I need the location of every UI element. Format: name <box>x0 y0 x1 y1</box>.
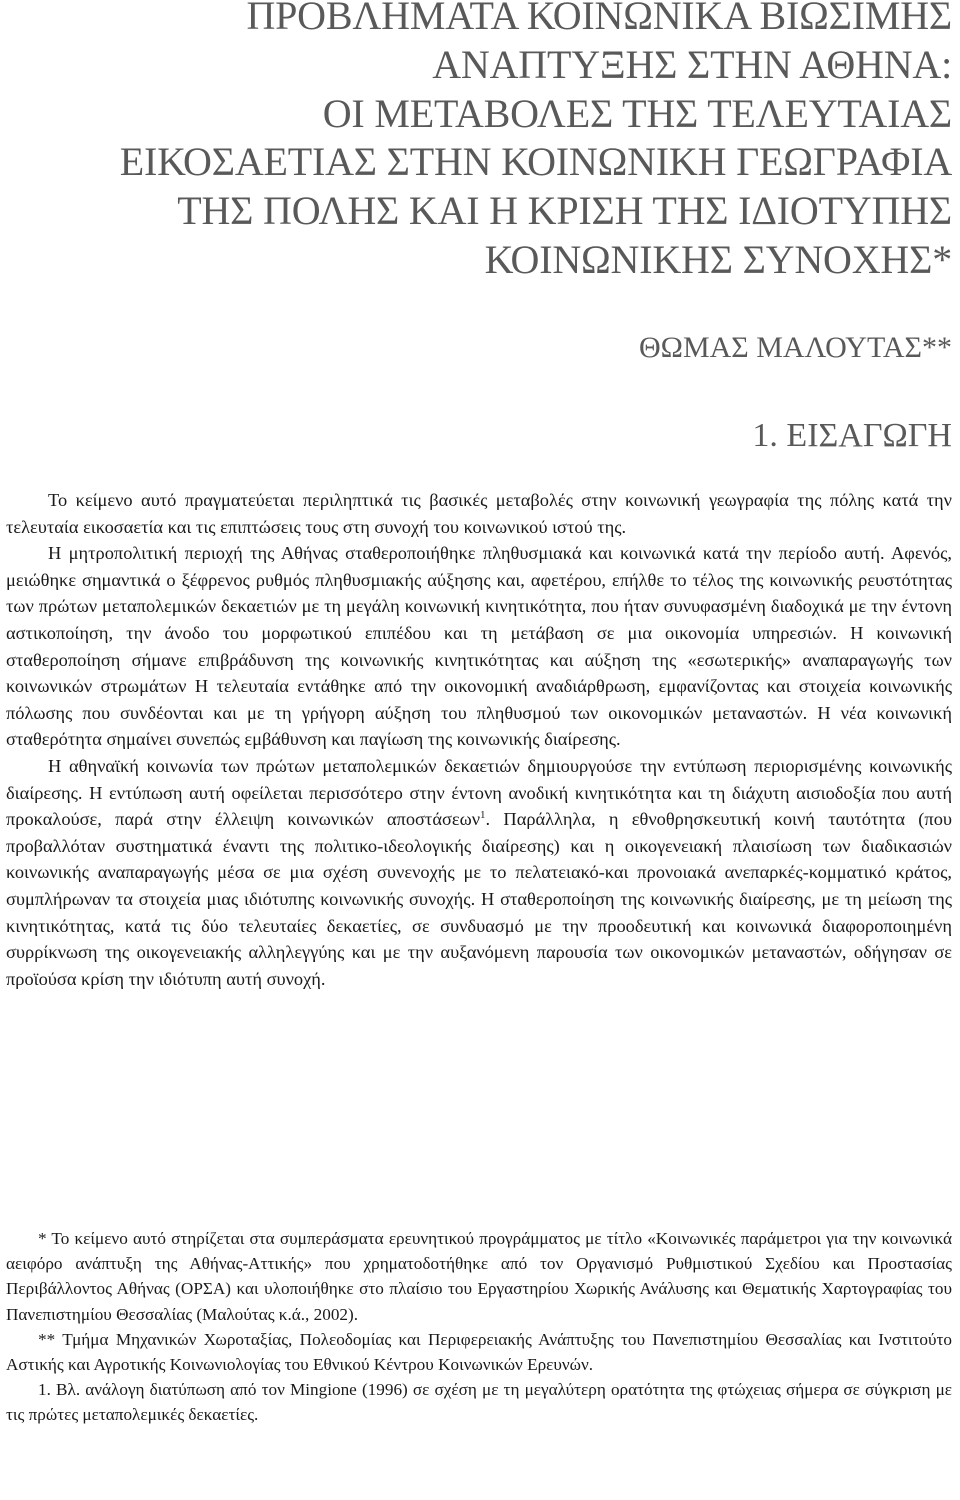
section-heading: 1. ΕΙΣΑΓΩΓΗ <box>752 417 952 454</box>
paragraph-text: Η αθηναϊκή κοινωνία των πρώτων μεταπολεμικών δεκαετιών δημιουργούσε την εντύπωση περιορισμένης κοινωνικής διαίρεσης. Η εντύπωση αυτή οφείλεται περισσότερο στην έντονη ανοδική κινητικότητα και τη διάχυτη αισιοδοξία που αυτή προκαλούσε, παρά στην έλλειψη κοινωνικών αποστάσεων <box>6 755 952 830</box>
article-body <box>6 487 952 992</box>
paragraph-text: . Παράλληλα, η εθνοθρησκευτική κοινή ταυτότητα (που προβαλλόταν συστηματικά έναντι της πολιτικο-ιδεολογικής διαίρεσης) και η οικογενειακή πλαισίωση των διαδικασιών κοινωνικής αναπαραγωγής μέσα σε μια σχέση συνενοχής με το πελατειακό-και προνοιακά ανεπαρκές-κομματικό κράτος, συμπλήρωναν τα στοιχεία μιας ιδιότυπης κοινωνικής συνοχής. Η σταθεροποίηση της κοινωνικής διαίρεσης, με τη μείωση της κινητικότητας, κατά τις δύο τελευταίες δεκαετίες, σε συνδυασμό με την προοδευτική και κοινωνικά διαφοροποιημένη συρρίκνωση της οικογενειακής αλληλεγγύης και με την αυξανόμενη παρουσία των οικονομικών μεταναστών, οδήγησαν σε προϊούσα κρίση την ιδιότυπη αυτή συνοχή. <box>6 809 952 989</box>
article-title <box>52 0 952 285</box>
title-line: ΚΟΙΝΩΝΙΚΗΣ ΣΥΝΟΧΗΣ* <box>484 236 952 282</box>
body-paragraph <box>6 753 952 992</box>
footnote: 1. Βλ. ανάλογη διατύπωση από τον Mingione (1996) σε σχέση με τη μεγαλύτερη ορατότητα της φτώχειας σήμερα σε σύγκριση με τις πρώτες μεταπολεμικές δεκαετίες. <box>6 1380 952 1425</box>
author-name: ΘΩΜΑΣ ΜΑΛΟΥΤΑΣ** <box>638 331 952 364</box>
title-line: ΠΡΟΒΛΗΜΑΤΑ ΚΟΙΝΩΝΙΚΑ ΒΙΩΣΙΜΗΣ <box>246 0 952 38</box>
footnote-reference[interactable]: 1 <box>480 809 486 821</box>
title-line: ΕΙΚΟΣΑΕΤΙΑΣ ΣΤΗΝ ΚΟΙΝΩΝΙΚΗ ΓΕΩΓΡΑΦΙΑ <box>119 139 952 185</box>
footnotes <box>6 1226 952 1428</box>
body-paragraph: Το κείμενο αυτό πραγματεύεται περιληπτικά τις βασικές μεταβολές στην κοινωνική γεωγραφία της πόλης κατά την τελευταία εικοσαετία και τις επιπτώσεις τους στη συνοχή του κοινωνικού ιστού της. <box>6 490 952 537</box>
footnote: * Το κείμενο αυτό στηρίζεται στα συμπεράσματα ερευνητικού προγράμματος με τίτλο «Κοινωνικές παράμετροι για την κοινωνικά αειφόρο ανάπτυξη της Αθήνας-Αττικής» που χρηματοδοτήθηκε από τον Οργανισμό Ρυθμιστικού Σχεδίου και Προστασίας Περιβάλλοντος Αθήνας (ΟΡΣΑ) και υλοποιήθηκε στο πλαίσιο του Εργαστηρίου Χωρικής Ανάλυσης και Θεματικής Χαρτογραφίας του Πανεπιστημίου Θεσσαλίας (Μαλούτας κ.ά., 2002). <box>6 1229 952 1324</box>
title-line: ΟΙ ΜΕΤΑΒΟΛΕΣ ΤΗΣ ΤΕΛΕΥΤΑΙΑΣ <box>322 90 952 136</box>
title-line: ΤΗΣ ΠΟΛΗΣ ΚΑΙ Η ΚΡΙΣΗ ΤΗΣ ΙΔΙΟΤΥΠΗΣ <box>177 188 952 234</box>
title-line: ΑΝΑΠΤΥΞΗΣ ΣΤΗΝ ΑΘΗΝΑ: <box>432 41 952 87</box>
body-paragraph: Η μητροπολιτική περιοχή της Αθήνας σταθεροποιήθηκε πληθυσμιακά και κοινωνικά κατά την περίοδο αυτή. Αφενός, μειώθηκε σημαντικά ο ξέφρενος ρυθμός πληθυσμιακής αύξησης και, αφετέρου, επήλθε το τέλος της κοινωνικής ρευστότητας των πρώτων μεταπολεμικών δεκαετιών με τη μεγάλη κοινωνική κινητικότητα, που ήταν συνυφασμένη διαδοχικά με την έντονη αστικοποίηση, την άνοδο του μορφωτικού επιπέδου και τη μετάβαση σε μια οικονομία υπηρεσιών. Η κοινωνική σταθεροποίηση σήμανε επιβράδυνση της κοινωνικής κινητικότητας και αύξηση της «εσωτερικής» αναπαραγωγής των κοινωνικών στρωμάτων Η τελευταία εντάθηκε από την οικονομική αναδιάρθρωση, εμφανίζοντας και στοιχεία κοινωνικής πόλωσης που συνδέονται και με τη γρήγορη αύξηση του πληθυσμού των οικονομικών μεταναστών. Η νέα κοινωνική σταθερότητα σημαίνει συνεπώς εμβάθυνση και παγίωση της κοινωνικής διαίρεσης. <box>6 543 952 750</box>
footnote: ** Τμήμα Μηχανικών Χωροταξίας, Πολεοδομίας και Περιφερειακής Ανάπτυξης του Πανεπιστημίου Θεσσαλίας και Ινστιτούτο Αστικής και Αγροτικής Κοινωνιολογίας του Εθνικού Κέντρου Κοινωνικών Ερευνών. <box>6 1329 952 1375</box>
